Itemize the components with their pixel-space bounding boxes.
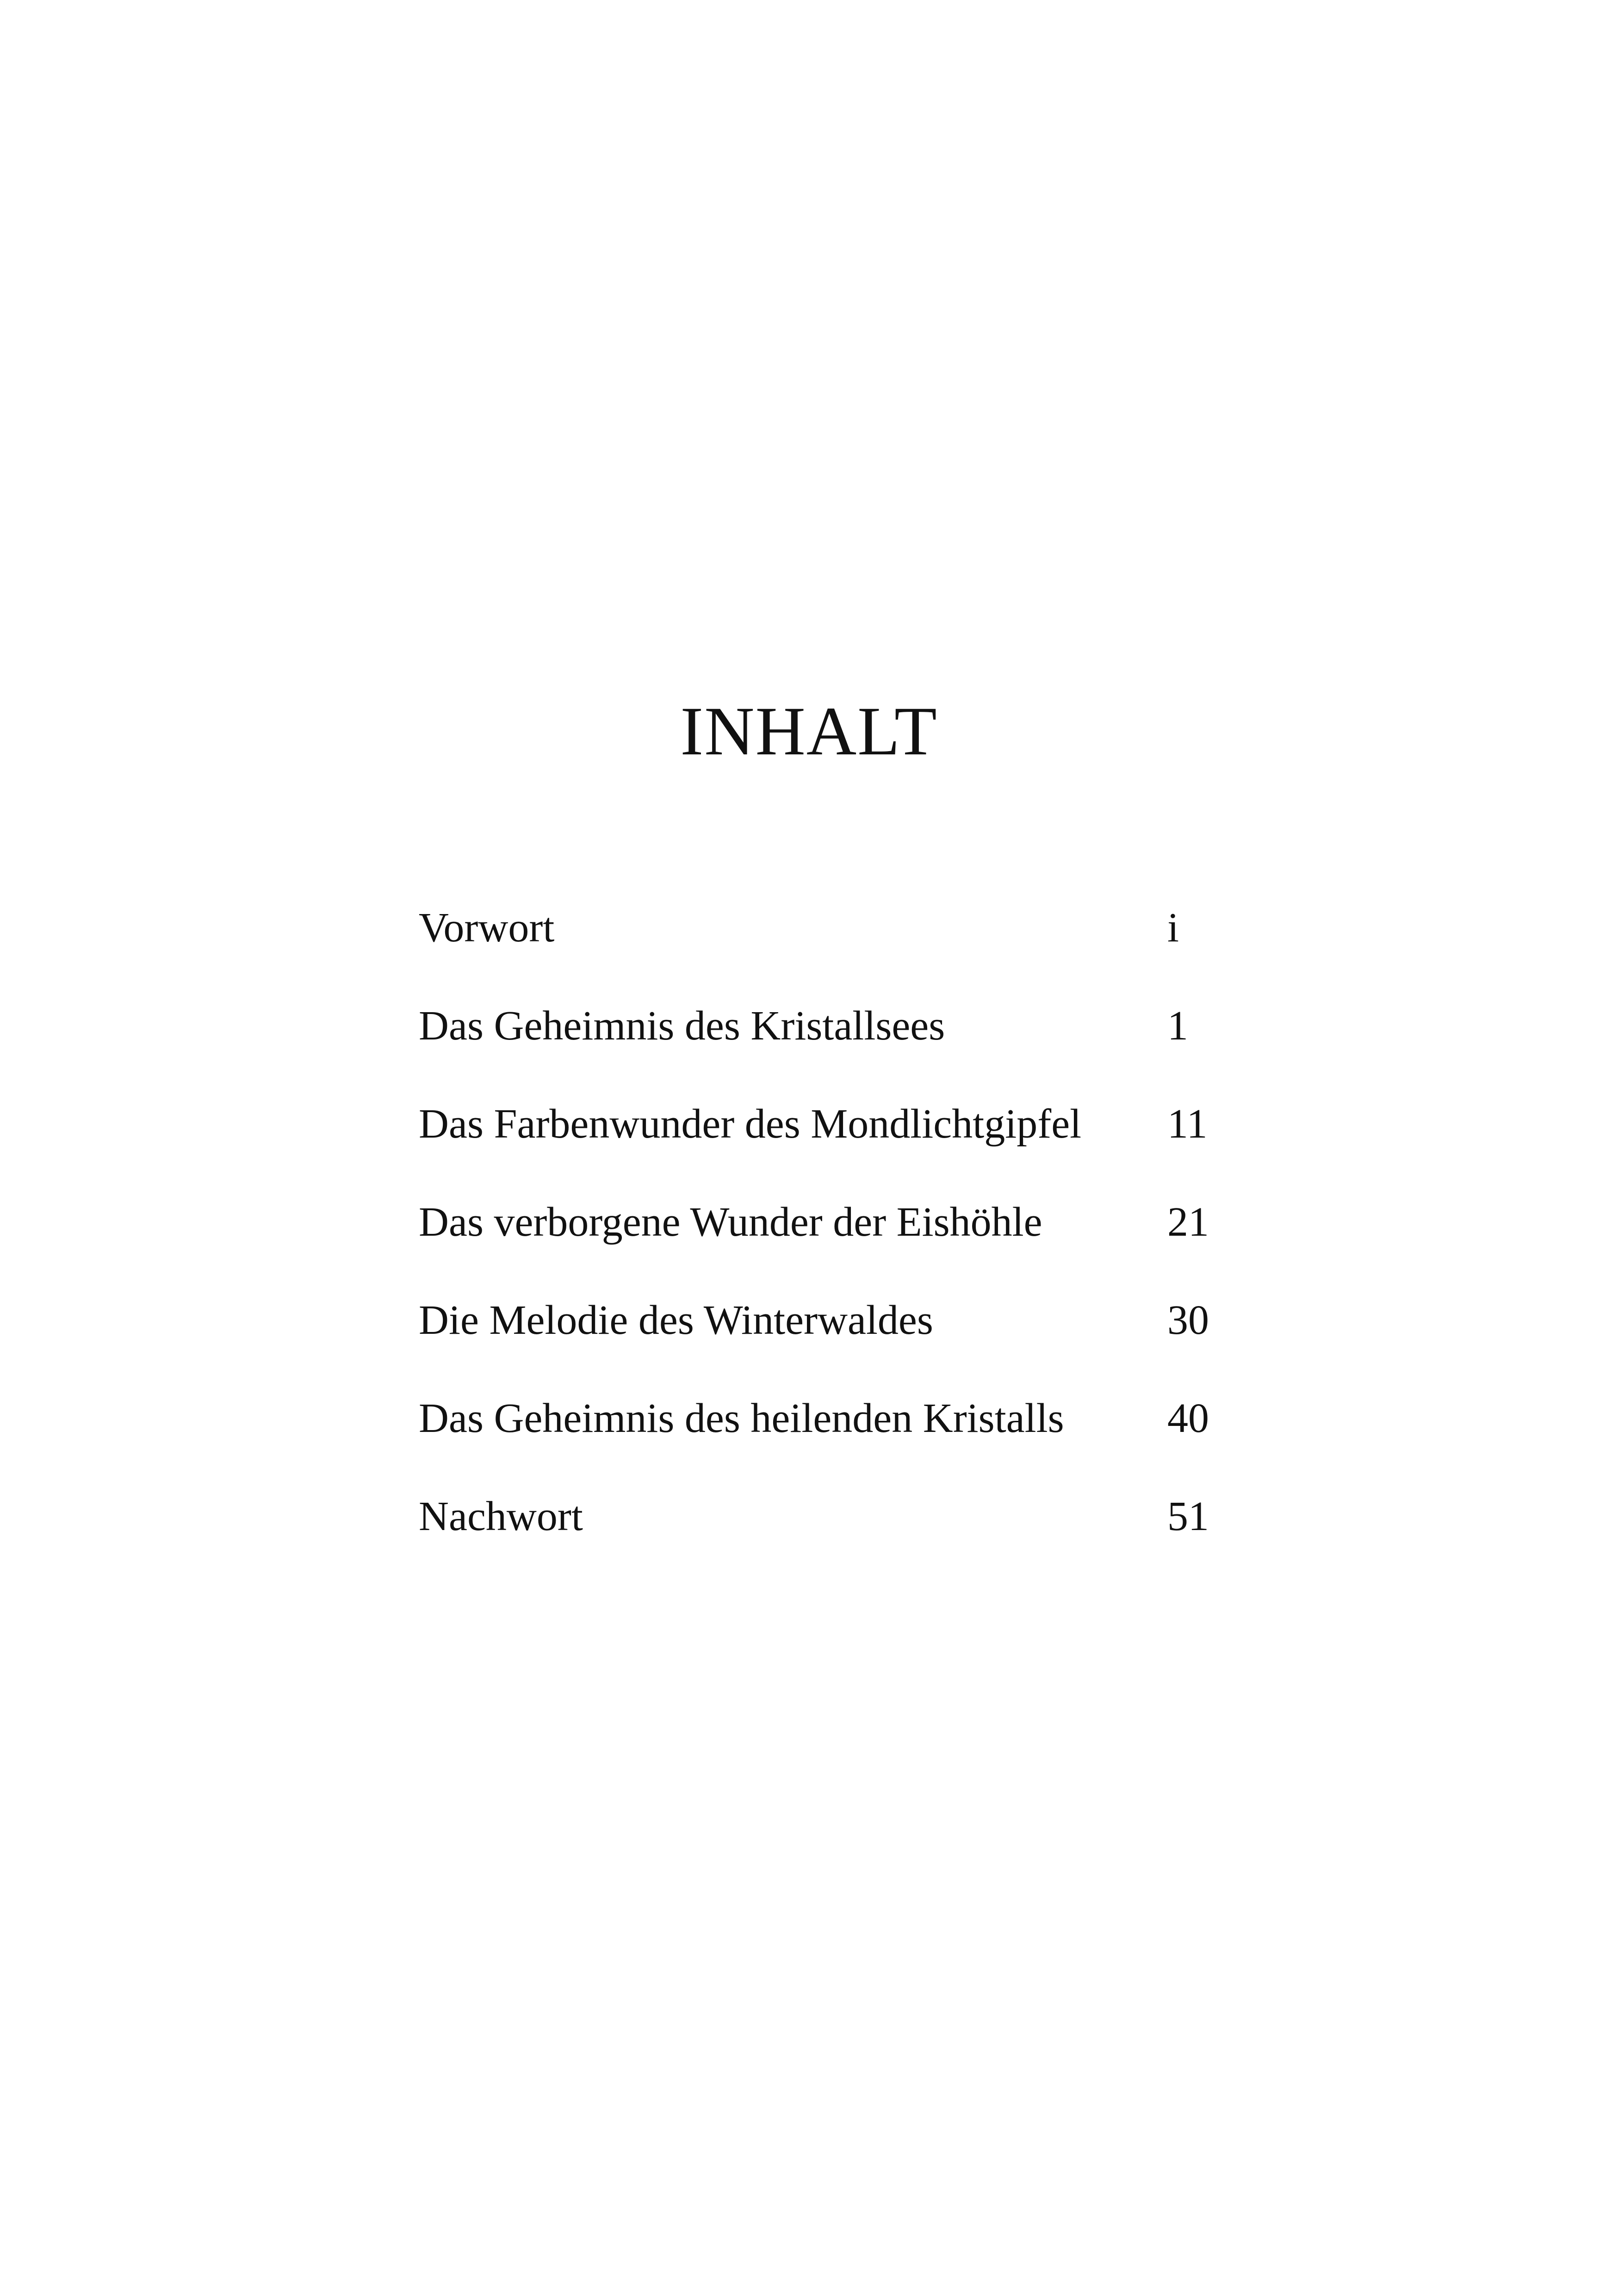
toc-entry-winterwald	[419, 1295, 1252, 1393]
table-of-contents	[419, 902, 1252, 1589]
toc-entry-title: Das Geheimnis des Kristallsees	[419, 1003, 945, 1049]
toc-entry-page: 40	[1167, 1395, 1209, 1441]
toc-entry-title: Die Melodie des Winterwaldes	[419, 1297, 933, 1343]
toc-entry-page: 1	[1167, 1003, 1188, 1049]
toc-entry-kristallsee	[419, 1001, 1252, 1099]
toc-entry-title: Vorwort	[419, 905, 555, 951]
toc-entry-mondlichtgipfel	[419, 1099, 1252, 1197]
toc-entry-eishoehle	[419, 1197, 1252, 1295]
toc-entry-page: i	[1167, 905, 1179, 951]
toc-entry-nachwort	[419, 1491, 1252, 1589]
toc-entry-title: Das Geheimnis des heilenden Kristalls	[419, 1395, 1064, 1441]
toc-entry-title: Das Farbenwunder des Mondlichtgipfel	[419, 1101, 1082, 1147]
toc-entry-heilender-kristall	[419, 1393, 1252, 1491]
toc-heading: INHALT	[680, 693, 938, 770]
toc-entry-title: Nachwort	[419, 1493, 583, 1539]
toc-entry-page: 21	[1167, 1199, 1209, 1245]
toc-entry-title: Das verborgene Wunder der Eishöhle	[419, 1199, 1042, 1245]
toc-entry-vorwort	[419, 902, 1252, 1001]
toc-entry-page: 11	[1167, 1101, 1208, 1147]
toc-entry-page: 30	[1167, 1297, 1209, 1343]
toc-entry-page: 51	[1167, 1493, 1209, 1539]
